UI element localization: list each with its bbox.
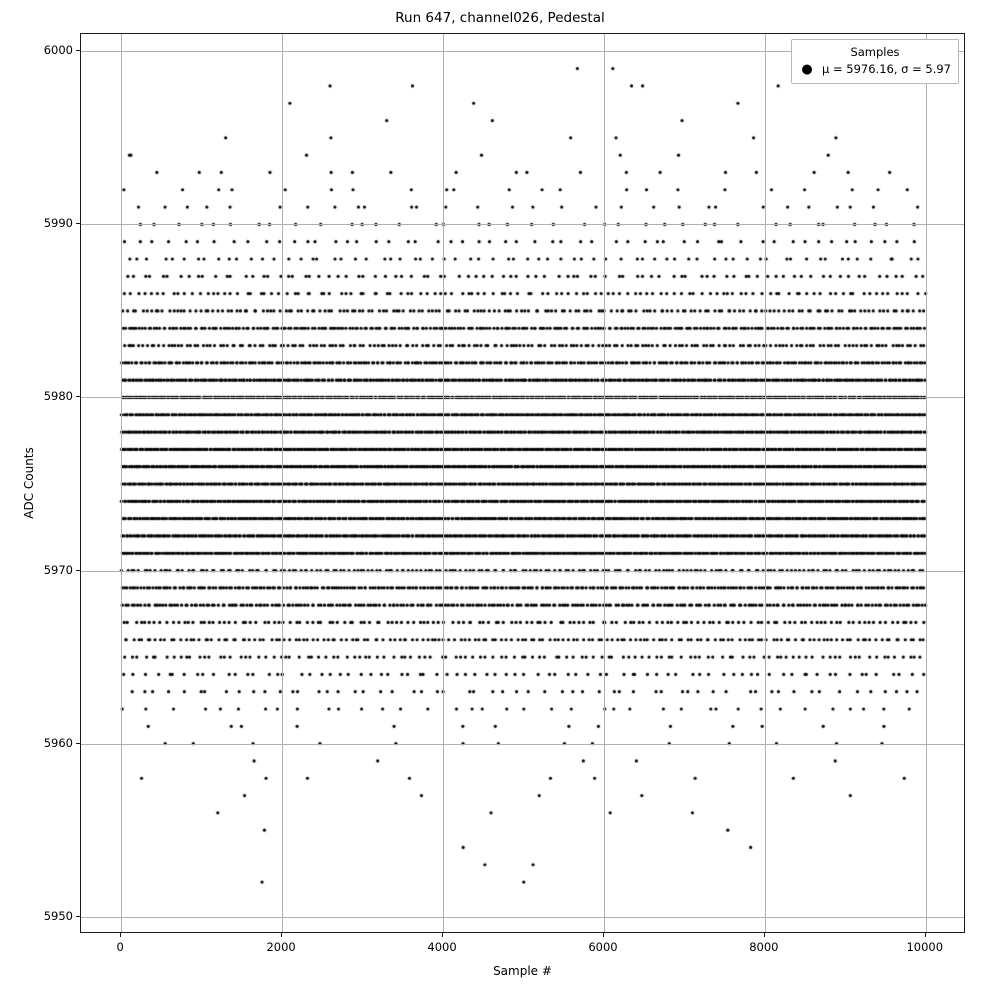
x-tick-mark	[603, 933, 604, 937]
x-tick-label: 6000	[588, 940, 618, 954]
gridline-vertical	[282, 34, 283, 932]
dot-marker-icon: ●	[801, 61, 813, 77]
y-tick-label: 5970	[43, 562, 73, 577]
y-tick-mark	[76, 570, 80, 571]
x-tick-label: 4000	[427, 940, 457, 954]
x-tick-mark	[442, 933, 443, 937]
x-tick-mark	[281, 933, 282, 937]
gridline-vertical	[926, 34, 927, 932]
y-tick-mark	[76, 396, 80, 397]
x-axis-label: Sample #	[493, 964, 552, 978]
gridline-horizontal	[81, 917, 964, 918]
x-tick-mark	[764, 933, 765, 937]
gridline-horizontal	[81, 224, 964, 225]
y-tick-label: 5980	[43, 389, 73, 404]
gridline-vertical	[443, 34, 444, 932]
y-tick-mark	[76, 223, 80, 224]
gridline-vertical	[765, 34, 766, 932]
gridline-vertical	[604, 34, 605, 932]
x-tick-mark	[120, 933, 121, 937]
legend-stats: μ = 5976.16, σ = 5.97	[822, 61, 951, 76]
x-tick-label: 2000	[266, 940, 296, 954]
y-tick-mark	[76, 916, 80, 917]
y-tick-mark	[76, 50, 80, 51]
y-axis-label: ADC Counts	[22, 447, 36, 519]
legend-title: Samples	[850, 45, 900, 59]
gridline-horizontal	[81, 744, 964, 745]
gridline-horizontal	[81, 571, 964, 572]
page-title: Run 647, channel026, Pedestal	[395, 10, 605, 26]
x-tick-label: 0	[116, 940, 124, 954]
y-tick-mark	[76, 743, 80, 744]
x-tick-label: 8000	[749, 940, 779, 954]
plot-area	[80, 33, 965, 933]
x-tick-mark	[925, 933, 926, 937]
y-tick-label: 5960	[43, 735, 73, 750]
y-tick-label: 5950	[43, 908, 73, 923]
legend-item-samples	[799, 62, 951, 78]
gridline-horizontal	[81, 397, 964, 398]
gridline-vertical	[121, 34, 122, 932]
y-tick-label: 6000	[43, 43, 73, 58]
scatter-points	[81, 34, 965, 933]
legend	[791, 39, 959, 84]
y-tick-label: 5990	[43, 216, 73, 231]
x-tick-label: 10000	[906, 940, 944, 954]
